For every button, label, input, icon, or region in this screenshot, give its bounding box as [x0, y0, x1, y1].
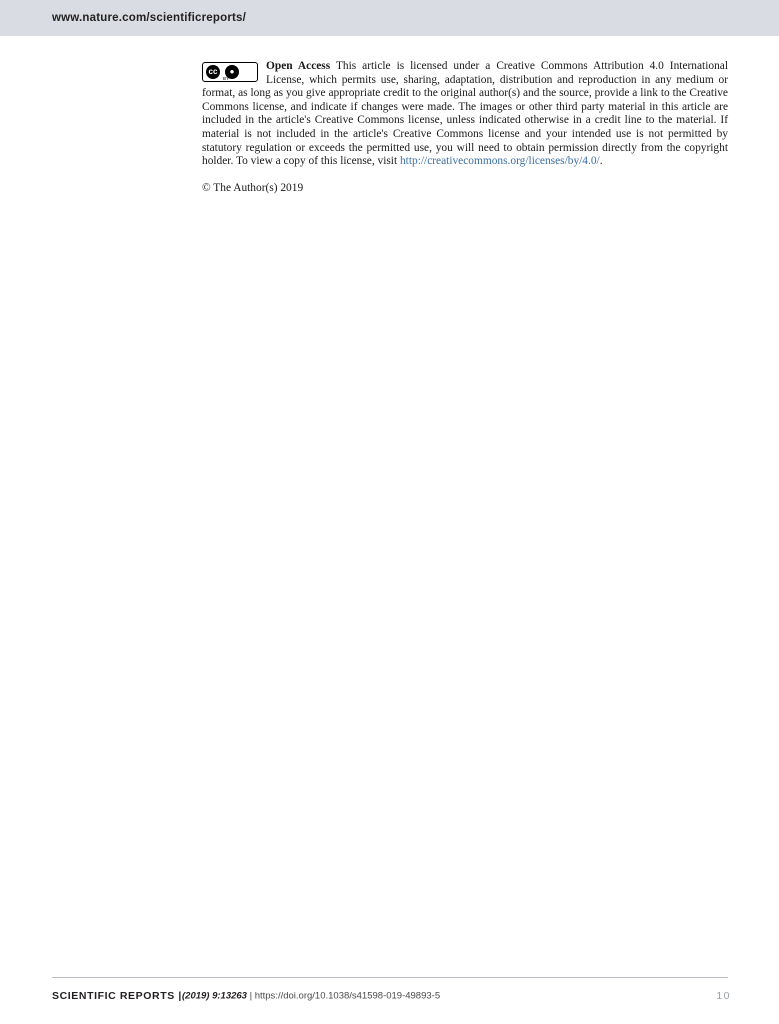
creative-commons-by-badge-icon	[202, 62, 258, 82]
cc-by-caption: BY	[223, 76, 230, 81]
license-body-text: This article is licensed under a Creative Commons Attribution 4.0 International License, which permits use, sharing, adaptation, distribution and reproduction in any medium or format, as long as you give appropriate credit to the original author(s) and the source, provide a link to the Creative Commons license, and indicate if changes were made. The images or other third party material in this article are included in the article's Creative Commons license, unless indicated otherwise in a credit line to the material. If material is not included in the article's Creative Commons license and your intended use is not permitted by statutory regulation or exceeds the permitted use, you will need to obtain permission directly from the copyright holder. To view a copy of this license, visit	[202, 60, 728, 168]
license-paragraph	[202, 60, 728, 169]
copyright-line: © The Author(s) 2019	[202, 182, 304, 194]
footer-citation-doi[interactable]: | https://doi.org/10.1038/s41598-019-49893-5	[246, 990, 441, 1002]
creative-commons-license-link[interactable]: http://creativecommons.org/licenses/by/4.0/	[399, 155, 600, 168]
license-body-trailing: .	[599, 155, 603, 168]
open-access-block	[202, 60, 728, 169]
cc-circle-icon: cc	[206, 65, 220, 79]
open-access-label: Open Access	[266, 60, 331, 72]
by-person-icon: ●	[225, 65, 239, 79]
journal-url: www.nature.com/scientificreports/	[52, 12, 247, 24]
page-header-band	[0, 0, 779, 36]
footer-divider	[52, 977, 728, 978]
footer-page-number: 10	[716, 990, 731, 1002]
footer-citation-volume: (2019) 9:13263	[182, 990, 247, 1002]
footer-citation	[182, 991, 440, 1002]
footer-journal-name: SCIENTIFIC REPORTS |	[52, 990, 182, 1002]
